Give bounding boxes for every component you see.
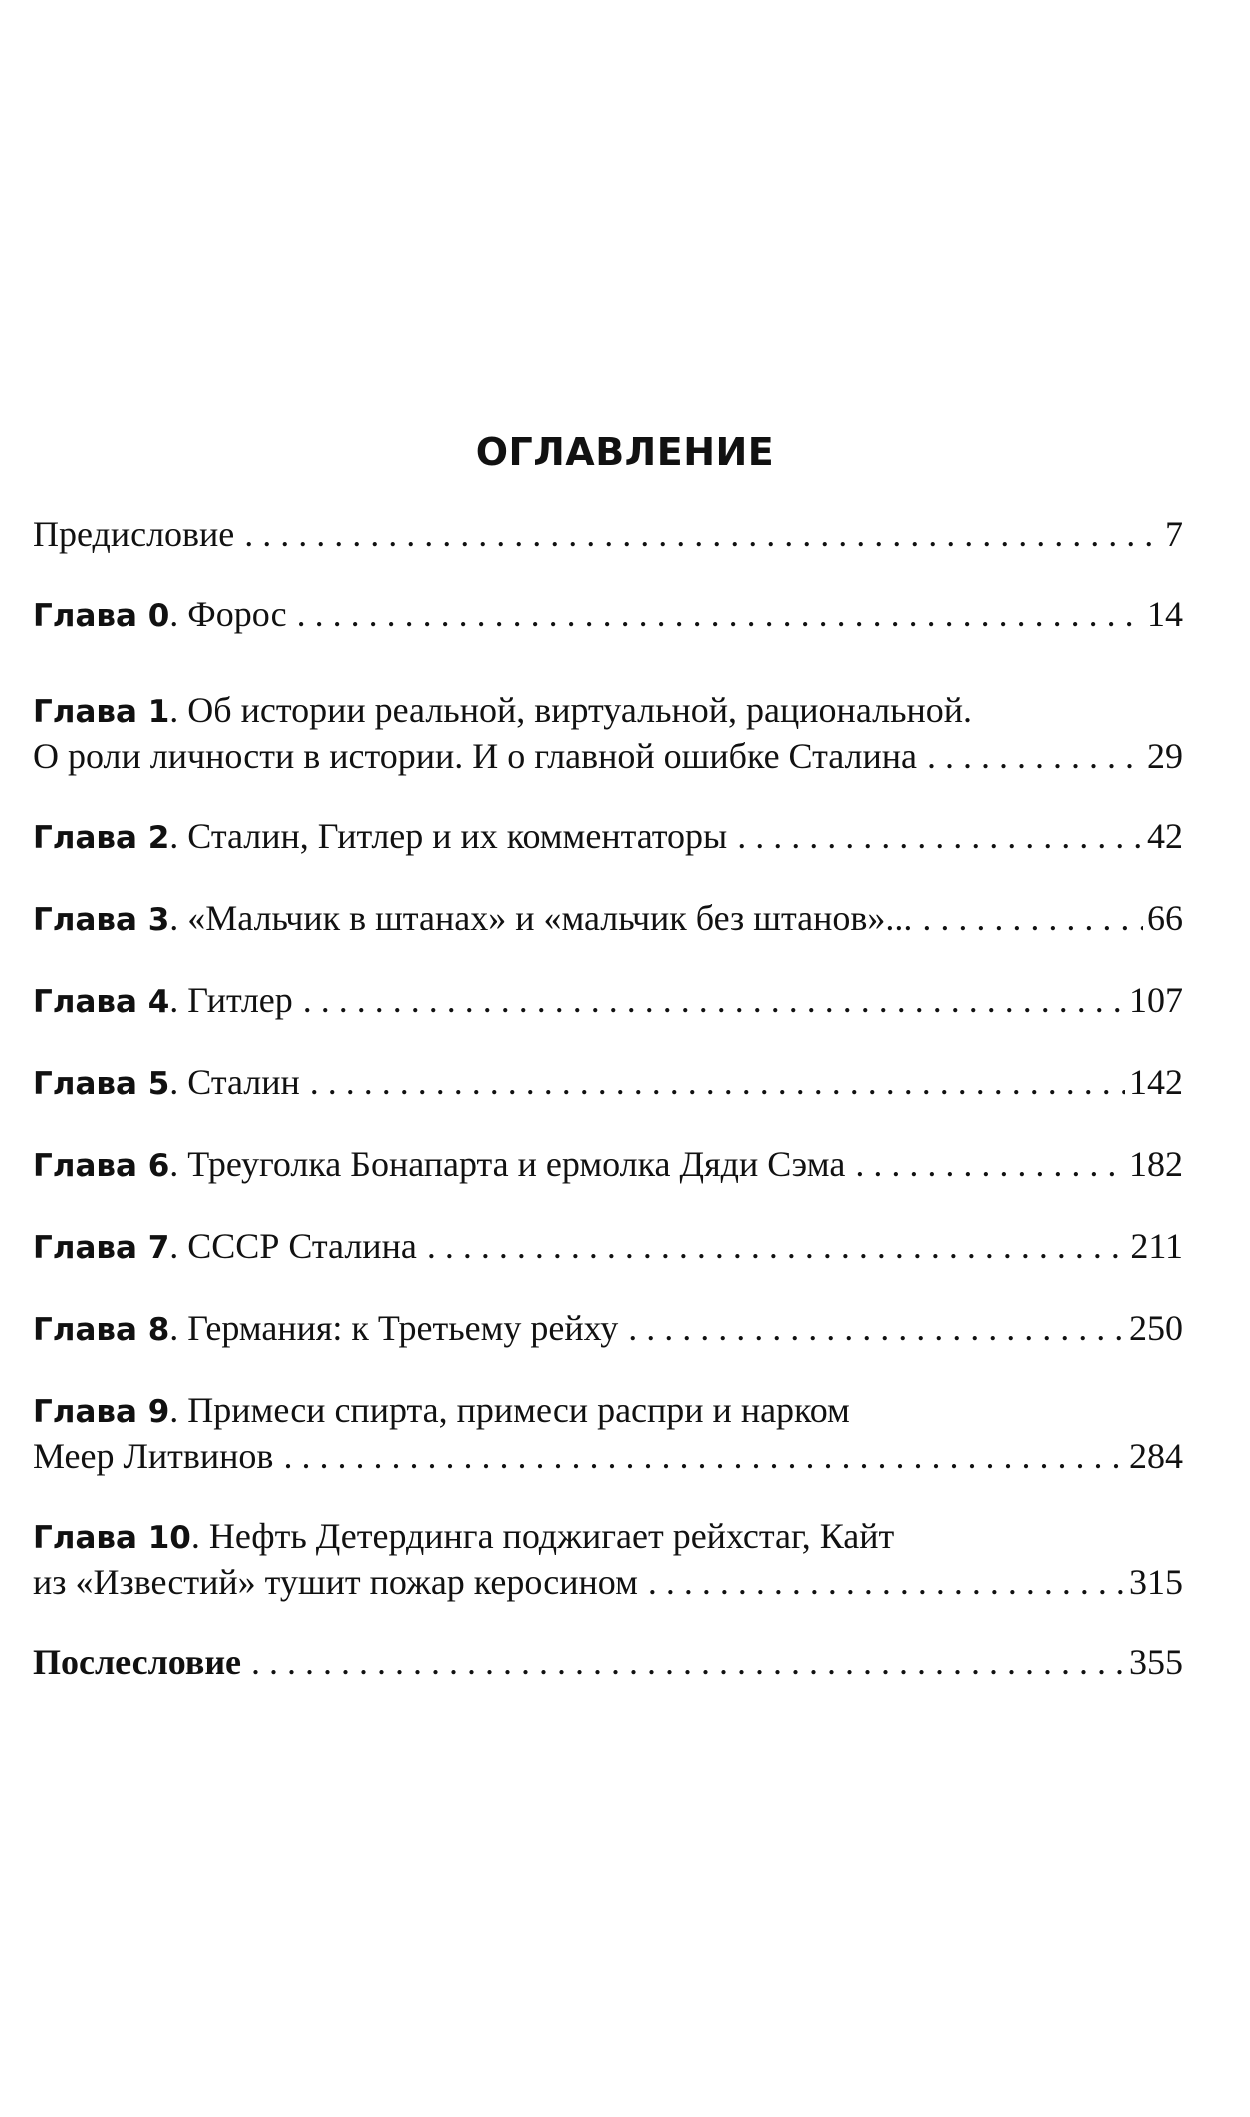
toc-line [33, 1514, 1183, 1560]
toc-line [33, 978, 1183, 1024]
dot-leader [922, 896, 1143, 940]
toc-line [33, 1388, 1183, 1434]
toc-entry-title: Примеси спирта, примеси распри и нарком [187, 1390, 850, 1430]
toc-entry-title: «Мальчик в штанах» и «мальчик без штанов»... [187, 898, 913, 938]
label-separator: . [169, 898, 188, 938]
dot-leader [310, 1060, 1125, 1104]
toc-entry-afterword [33, 1640, 1183, 1684]
toc-entry-title-continued: О роли личности в истории. И о главной ошибке Сталина [33, 736, 918, 776]
toc-entry-preface [33, 512, 1183, 556]
label-separator: . [169, 1226, 188, 1266]
toc-page-number: 29 [1147, 736, 1183, 776]
toc-entry-title: СССР Сталина [187, 1226, 417, 1266]
dot-leader [303, 978, 1125, 1022]
label-separator: . [169, 690, 188, 730]
dot-leader [297, 592, 1143, 636]
toc-entry-chapter-10 [33, 1514, 1183, 1604]
toc-entry-chapter-6 [33, 1142, 1183, 1188]
label-separator: . [169, 1062, 188, 1102]
chapter-label: Глава 5 [33, 1066, 170, 1102]
dot-leader [737, 814, 1143, 858]
toc-entry-chapter-8 [33, 1306, 1183, 1352]
toc-line [33, 1224, 1183, 1270]
dot-leader [283, 1434, 1125, 1478]
toc-page-number: 355 [1129, 1642, 1183, 1682]
toc-line [33, 592, 1183, 638]
chapter-label: Глава 1 [33, 694, 170, 730]
toc-entry-title: Послесловие [33, 1642, 242, 1682]
dot-leader [251, 1640, 1125, 1684]
chapter-label: Глава 8 [33, 1312, 170, 1348]
toc-entry-title-continued: из «Известий» тушит пожар керосином [33, 1562, 638, 1602]
chapter-label: Глава 0 [33, 598, 170, 634]
toc-line [33, 1434, 1183, 1478]
toc-entry-title: Сталин, Гитлер и их комментаторы [187, 816, 728, 856]
chapter-label: Глава 9 [33, 1394, 170, 1430]
toc-entry-title: Гитлер [187, 980, 293, 1020]
table-of-contents [33, 512, 1183, 1684]
label-separator: . [169, 1390, 188, 1430]
toc-page-number: 142 [1129, 1062, 1183, 1102]
chapter-label: Глава 10 [33, 1520, 191, 1556]
toc-line [33, 688, 1183, 734]
toc-entry-title: Нефть Детердинга поджигает рейхстаг, Кайт [208, 1516, 895, 1556]
chapter-label: Глава 7 [33, 1230, 170, 1266]
toc-entry-chapter-0 [33, 592, 1183, 638]
dot-leader [628, 1306, 1125, 1350]
toc-page-number: 14 [1147, 594, 1183, 634]
toc-line [33, 814, 1183, 860]
toc-entry-title: Треуголка Бонапарта и ермолка Дяди Сэма [187, 1144, 846, 1184]
chapter-label: Глава 4 [33, 984, 170, 1020]
toc-entry-title: Форос [187, 594, 287, 634]
label-separator: . [169, 816, 188, 856]
toc-line [33, 1560, 1183, 1604]
toc-page-number: 42 [1147, 816, 1183, 856]
toc-entry-chapter-1 [33, 688, 1183, 778]
toc-entry-title: Об истории реальной, виртуальной, рациональной. [187, 690, 973, 730]
page-title: ОГЛАВЛЕНИЕ [475, 430, 775, 474]
toc-page-number: 211 [1130, 1226, 1183, 1266]
toc-entry-chapter-9 [33, 1388, 1183, 1478]
label-separator: . [169, 1144, 188, 1184]
toc-line [33, 512, 1183, 556]
toc-entry-title-continued: Меер Литвинов [33, 1436, 274, 1476]
dot-leader [244, 512, 1161, 556]
toc-entry-title: Германия: к Третьему рейху [187, 1308, 619, 1348]
toc-page-number: 250 [1129, 1308, 1183, 1348]
label-separator: . [190, 1516, 209, 1556]
toc-line [33, 1142, 1183, 1188]
toc-line [33, 1640, 1183, 1684]
toc-line [33, 734, 1183, 778]
chapter-label: Глава 2 [33, 820, 170, 856]
toc-entry-chapter-5 [33, 1060, 1183, 1106]
label-separator: . [169, 980, 188, 1020]
toc-page-number: 66 [1147, 898, 1183, 938]
toc-page-number: 182 [1129, 1144, 1183, 1184]
label-separator: . [169, 594, 188, 634]
dot-leader [648, 1560, 1125, 1604]
toc-line [33, 1060, 1183, 1106]
toc-entry-chapter-7 [33, 1224, 1183, 1270]
toc-entry-chapter-3 [33, 896, 1183, 942]
chapter-label: Глава 6 [33, 1148, 170, 1184]
toc-entry-chapter-2 [33, 814, 1183, 860]
dot-leader [427, 1224, 1127, 1268]
toc-page-number: 107 [1129, 980, 1183, 1020]
dot-leader [855, 1142, 1125, 1186]
toc-page-number: 7 [1165, 514, 1183, 554]
toc-page-number: 315 [1129, 1562, 1183, 1602]
label-separator: . [169, 1308, 188, 1348]
dot-leader [927, 734, 1143, 778]
toc-line [33, 896, 1183, 942]
toc-line [33, 1306, 1183, 1352]
toc-page-number: 284 [1129, 1436, 1183, 1476]
toc-entry-title: Сталин [187, 1062, 300, 1102]
toc-entry-title: Предисловие [33, 514, 235, 554]
chapter-label: Глава 3 [33, 902, 170, 938]
toc-entry-chapter-4 [33, 978, 1183, 1024]
